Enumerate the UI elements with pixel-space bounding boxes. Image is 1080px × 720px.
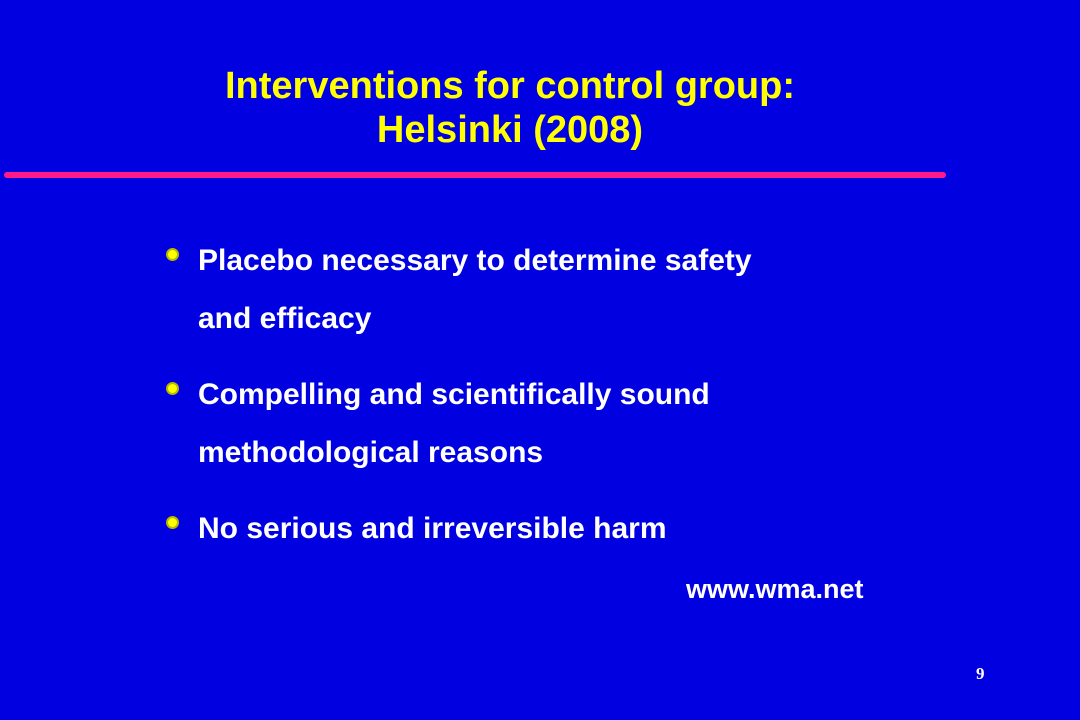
bullet-text-line: No serious and irreversible harm — [198, 512, 667, 545]
bullet-list — [166, 232, 926, 576]
bullet-dot-icon — [166, 248, 179, 261]
title-divider — [4, 172, 946, 178]
source-url: www.wma.net — [686, 574, 864, 604]
bullet-text-line: Compelling and scientifically sound — [198, 378, 710, 411]
bullet-item — [166, 232, 926, 348]
slide-title — [0, 64, 1020, 152]
bullet-text-line: and efficacy — [198, 302, 372, 335]
slide-title-line-2: Helsinki (2008) — [376, 109, 644, 151]
bullet-text-line: methodological reasons — [198, 436, 544, 469]
bullet-dot-icon — [166, 382, 179, 395]
slide-title-line-1: Interventions for control group: — [225, 65, 795, 107]
bullet-item — [166, 500, 926, 558]
bullet-dot-icon — [166, 516, 179, 529]
bullet-text-line: Placebo necessary to determine safety — [198, 244, 752, 277]
page-number: 9 — [976, 664, 985, 683]
bullet-item — [166, 366, 926, 482]
